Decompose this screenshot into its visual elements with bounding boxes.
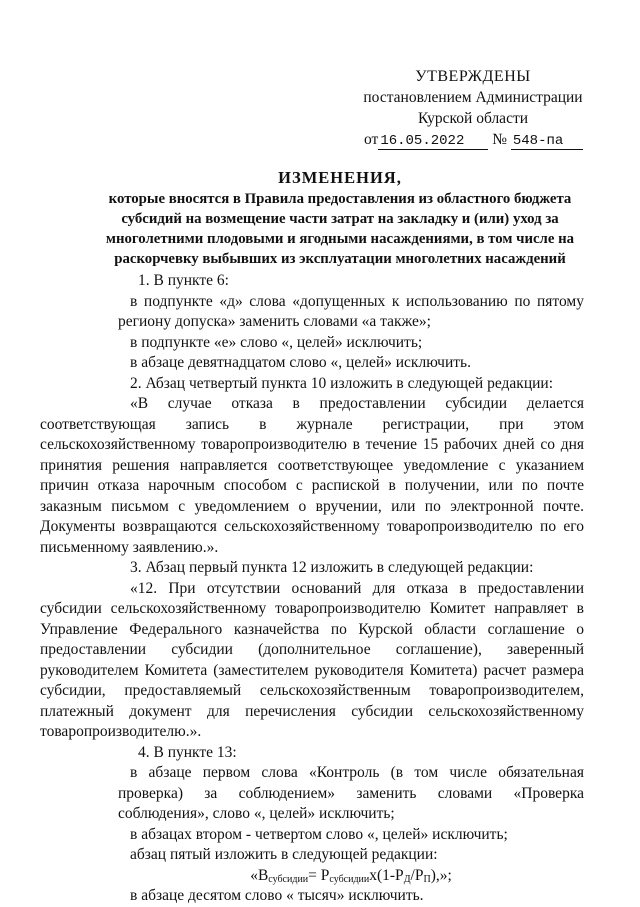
paragraph: 1. В пункте 6:	[138, 272, 229, 289]
approval-line-2: Курской области	[417, 110, 529, 127]
approval-heading: УТВЕРЖДЕНЫ	[415, 68, 531, 85]
paragraph: «В случае отказа в предоставлении субсидии делается соответствующая запись в журнале регистрации, при этом сельскохозяйственному товаропроизводителю в течение 15 рабочих дней со дня принятия решения направляется соответствующее уведомление с указанием причин отказа нарочным способом с распиской в получении, или по почте заказным письмом с уведомлением о вручении, или по электронной почте. Документы возвращаются сельскохозяйственному товаропроизводителю по его письменному заявлению.».	[40, 395, 584, 556]
document-body	[40, 271, 584, 907]
number-prefix: №	[492, 131, 507, 148]
paragraph: в абзаце девятнадцатом слово «, целей» исключить.	[130, 354, 471, 371]
paragraph: 3. Абзац первый пункта 12 изложить в следующей редакции:	[130, 559, 534, 576]
approval-date-line	[358, 129, 588, 150]
paragraph: в абзаце десятом слово « тысяч» исключить.	[130, 887, 424, 904]
formula: «$В_{субсидии}= Р_{субсидии}х(1-Р_Д/Р_П)$,»;	[250, 866, 452, 885]
paragraph: 4. В пункте 13:	[138, 743, 237, 761]
paragraph: «12. При отсутствии оснований для отказа в предоставлении субсидии сельскохозяйственному товаропроизводителю Комитет направляет в Управление Федерального казначейства по Курской области соглашение о предоставлении субсидии (дополнительное соглашение), заверенный руководителем Комитета (заместителем руководителя Комитета) расчет размера субсидии, предоставляемый сельскохозяйственным товаропроизводителем, платежный документ для перечисления субсидии сельскохозяйственному товаропроизводителю.».	[40, 579, 584, 740]
paragraph: 2. Абзац четвертый пункта 10 изложить в следующей редакции:	[130, 374, 554, 392]
approval-line-1: постановлением Администрации	[363, 89, 583, 106]
date-value: 16.05.2022	[378, 134, 488, 150]
number-value: 548-па	[511, 134, 583, 150]
paragraph: в абзацах втором - четвертом слово «, целей» исключить;	[130, 825, 508, 843]
paragraph: в абзаце первом слова «Контроль (в том числе обязательная проверка) за соблюдением» заменить словами «Проверка соблюдения», слово «, целей» исключить;	[118, 764, 584, 822]
approval-block	[358, 66, 588, 150]
doc-subtitle: которые вносятся в Правила предоставления из областного бюджета субсидий на возмещение части затрат на закладку и (или) уход за многолетними плодовыми и ягодными насаждениями, в том числе на раскорчевку выбывших из эксплуатации многолетних насаждений	[105, 191, 575, 267]
doc-title: ИЗМЕНЕНИЯ,	[278, 168, 402, 187]
date-prefix: от	[364, 131, 379, 148]
paragraph: в подпункте «д» слова «допущенных к использованию по пятому региону допуска» заменить словами «а также»;	[118, 292, 584, 330]
paragraph: абзац пятый изложить в следующей редакции:	[130, 846, 438, 863]
paragraph: в подпункте «е» слово «, целей» исключить;	[130, 333, 423, 351]
